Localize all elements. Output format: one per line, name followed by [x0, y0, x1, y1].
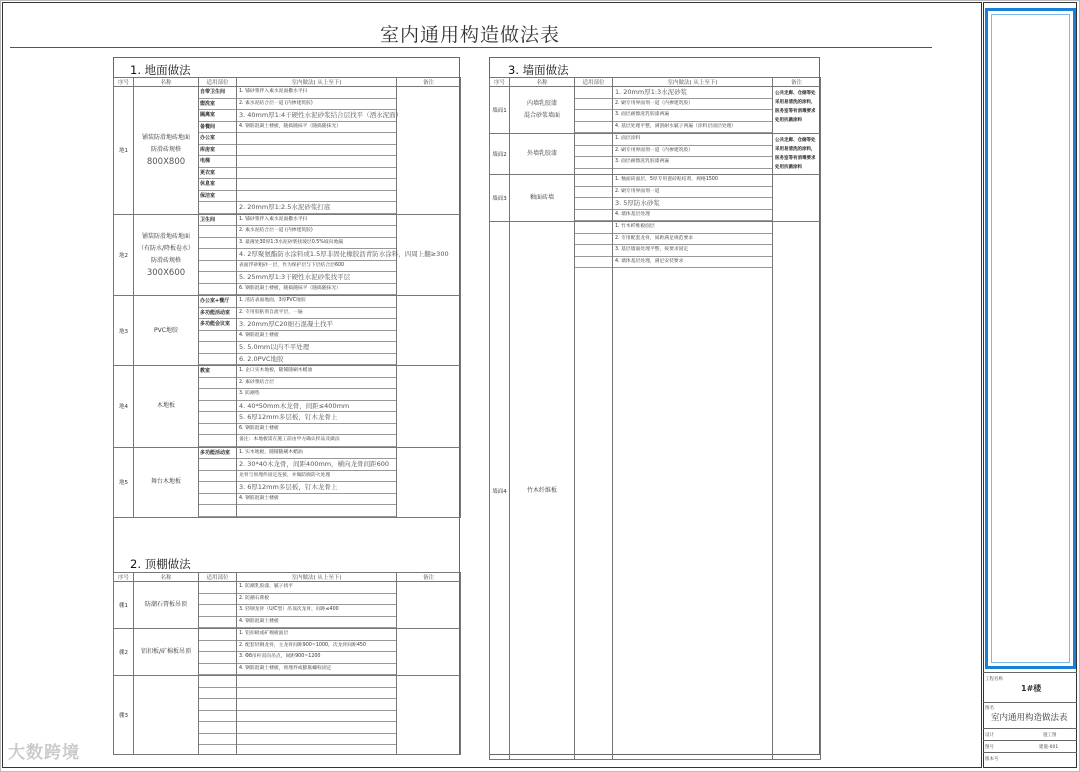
- header-area: 适用部位: [199, 78, 237, 87]
- method-step: [237, 734, 396, 746]
- method-list: [237, 296, 397, 366]
- item-name-line: 舞台木地板: [150, 478, 181, 485]
- area-label: 多功能活动室: [199, 308, 236, 320]
- item-name-line: 防滑砖规格: [150, 146, 181, 154]
- remark-cell: [397, 629, 461, 676]
- area-label: [199, 594, 236, 606]
- item-code: 地3: [114, 296, 134, 366]
- item-name-line: 防滑砖规格: [150, 256, 181, 264]
- remark-cell: [397, 366, 461, 448]
- drawing-number: 建施-001: [1039, 745, 1059, 750]
- method-step: 2. 专用胶粘剂自流平层，一遍: [237, 308, 396, 320]
- watermark: 大数跨境: [8, 743, 80, 763]
- header-area: 适用部位: [575, 78, 613, 87]
- area-label: 备餐间: [199, 122, 236, 134]
- table-row: [114, 629, 461, 676]
- item-name: [134, 676, 199, 755]
- item-name: [510, 175, 575, 222]
- floor-table-header: [114, 78, 461, 87]
- item-name-line: 内墙乳胶漆: [526, 100, 557, 107]
- method-step: 2. 专用配套龙骨，间距满足规范要求: [613, 234, 772, 246]
- item-name: [134, 582, 199, 629]
- method-step: 龙骨与预埋件固定连接，并做防腐防火处理: [237, 471, 396, 483]
- header-name: 名称: [134, 573, 199, 582]
- area-label: [199, 342, 236, 354]
- title-block-row-version: [983, 752, 1077, 767]
- label-project: 工程名称: [985, 677, 1003, 682]
- area-label: [199, 261, 236, 273]
- area-label: [575, 210, 612, 222]
- method-list: [237, 582, 397, 629]
- area-label: [575, 99, 612, 111]
- method-step: [237, 191, 396, 203]
- item-code: 棚1: [114, 582, 134, 629]
- method-step: 备注：本地板需在施工前由甲方确认样品及做法: [237, 435, 396, 447]
- wall-section-title: 3. 墙面做法: [508, 63, 569, 77]
- area-label: [199, 582, 236, 594]
- header-remark: 备注: [773, 78, 821, 87]
- method-step: 1. 企口实木地板，随铺随刷木蜡油: [237, 366, 396, 378]
- area-list: [199, 87, 237, 215]
- area-label: [575, 222, 612, 234]
- area-label: [199, 734, 236, 746]
- remark-cell: [397, 296, 461, 366]
- area-label: [199, 482, 236, 494]
- item-name-line: 铝扣板/矿棉板吊顶: [140, 648, 192, 655]
- item-name-line: 800X800: [146, 157, 186, 168]
- table-row: [114, 87, 461, 215]
- method-step: 3. 面层耐擦洗乳胶漆两遍: [613, 110, 772, 122]
- method-step: 1. 面层涂料: [613, 134, 772, 146]
- area-label: 休息室: [199, 179, 236, 191]
- remark-cell: [773, 175, 821, 222]
- area-label: [199, 412, 236, 424]
- item-name: [134, 87, 199, 215]
- area-label: [199, 424, 236, 436]
- area-label: 教室: [199, 366, 236, 378]
- method-step: 2. 素水泥结合层一道 (内掺建筑胶): [237, 226, 396, 238]
- remark-cell: [397, 582, 461, 629]
- table-row: [114, 214, 461, 296]
- method-list: [613, 175, 773, 222]
- area-label: [199, 272, 236, 284]
- label-design: 设计: [985, 733, 994, 738]
- item-name: [510, 222, 575, 760]
- method-step: 2. 刷专用界面剂一道（内掺建筑胶）: [613, 146, 772, 158]
- header-method: 室内做法( 从上至下): [237, 573, 397, 582]
- wall-table: [489, 77, 821, 760]
- table-row: [114, 676, 461, 755]
- title-block-row-block: [983, 672, 1077, 703]
- method-list: [237, 214, 449, 296]
- area-label: [199, 389, 236, 401]
- area-label: [199, 435, 236, 447]
- label-drawing-title: 图名: [985, 706, 994, 711]
- method-list: [237, 366, 397, 448]
- area-label: 隔离室: [199, 110, 236, 122]
- method-step: 4. 墙体基层处理，满足安装要求: [613, 257, 772, 269]
- area-label: [199, 688, 236, 700]
- area-label: 盥洗室: [199, 99, 236, 111]
- area-label: [199, 711, 236, 723]
- area-list: [199, 582, 237, 629]
- method-list: [237, 676, 397, 755]
- area-label: [199, 664, 236, 676]
- method-step: [237, 168, 396, 180]
- area-label: [575, 198, 612, 210]
- ceiling-section-title: 2. 顶棚做法: [130, 557, 191, 571]
- method-step: 3. 6厚12mm多层板，钉木龙骨上: [237, 482, 396, 494]
- method-step: 1. 铺砂浆拌入素水泥面撒水平扫: [237, 87, 396, 99]
- area-label: [199, 722, 236, 734]
- area-label: 库房室: [199, 145, 236, 157]
- remark-cell: [773, 222, 821, 760]
- header-method: 室内做法( 从上至下): [237, 78, 397, 87]
- table-row: [490, 175, 821, 222]
- method-step: [237, 179, 396, 191]
- method-step: [237, 711, 396, 723]
- item-name: [134, 366, 199, 448]
- item-name-line: 铺装防滑地砖地面: [141, 134, 190, 142]
- method-step: 4. 基层处理平整，满刮耐水腻子两遍（涂料层面层处理）: [613, 122, 772, 134]
- method-step: 4. 钢筋混凝土楼板，随捣随抹平（随捣随抹光）: [237, 122, 396, 134]
- area-label: [199, 471, 236, 483]
- method-step: 2. 素水泥结合层一道 (内掺建筑胶): [237, 99, 396, 111]
- item-name-line: 铺装防滑地砖地面: [141, 232, 190, 240]
- area-list: [575, 134, 613, 175]
- area-label: [199, 641, 236, 653]
- area-label: [199, 331, 236, 343]
- method-list: [613, 87, 773, 134]
- header-method: 室内做法( 从上至下): [613, 78, 773, 87]
- remark-cell: [397, 676, 461, 755]
- item-name: [134, 447, 199, 517]
- header-remark: 备注: [397, 573, 461, 582]
- area-label: [199, 494, 236, 506]
- method-list: [613, 222, 773, 760]
- header-no: 序号: [114, 573, 134, 582]
- area-label: [575, 234, 612, 246]
- item-code: 棚2: [114, 629, 134, 676]
- area-label: [199, 617, 236, 629]
- item-name-line: 釉面砖墙: [529, 194, 554, 201]
- method-step: 5. 6厚12mm多层板，钉木龙骨上: [237, 412, 396, 424]
- method-step: 3. 5厚防水砂浆: [613, 198, 772, 210]
- method-step: 表面浮砂粗砂一层，作为保护层与下层结合层600: [237, 261, 396, 273]
- area-label: [199, 629, 236, 641]
- item-code: 墙面3: [490, 175, 510, 222]
- viewport-inner-frame: [991, 14, 1070, 663]
- floor-table: [113, 77, 461, 518]
- stage: 施工图: [1043, 733, 1057, 738]
- method-step: 3. 防潮垫: [237, 389, 396, 401]
- ceiling-table: [113, 572, 461, 755]
- item-code: 地2: [114, 214, 134, 296]
- method-step: 2. 配套轻钢龙骨，主龙骨间距900~1000，次龙骨间距450: [237, 641, 396, 653]
- method-step: 3. 40mm厚1:4干硬性水泥砂浆结合层找平（洒水泥面）: [237, 110, 396, 122]
- method-step: [237, 156, 396, 168]
- method-list: [613, 134, 773, 175]
- method-step: [237, 699, 396, 711]
- area-label: 卫生间: [199, 215, 236, 227]
- item-name: [134, 296, 199, 366]
- label-drawing-no: 图号: [985, 745, 994, 750]
- area-list: [199, 447, 237, 517]
- item-name: [134, 629, 199, 676]
- area-list: [575, 175, 613, 222]
- method-step: [237, 505, 396, 517]
- item-code: 墙面2: [490, 134, 510, 175]
- item-code: 地1: [114, 87, 134, 215]
- item-name: [510, 87, 575, 134]
- area-label: [199, 249, 236, 261]
- item-name: [134, 214, 199, 296]
- block-name: 1#楼: [1021, 684, 1042, 693]
- area-list: [575, 87, 613, 134]
- area-label: 多功能会议室: [199, 319, 236, 331]
- title-underline: [10, 47, 932, 48]
- header-name: 名称: [134, 78, 199, 87]
- item-name: [510, 134, 575, 175]
- wall-table-header: [490, 78, 821, 87]
- area-label: [199, 401, 236, 413]
- table-row: [114, 366, 461, 448]
- method-step: 6. 2.0PVC地胶: [237, 354, 396, 366]
- method-step: 2. 30*40木龙骨，间距400mm，横向龙骨间距600: [237, 459, 396, 471]
- item-name-line: PVC地胶: [154, 326, 178, 334]
- method-step: [237, 145, 396, 157]
- remark-cell: [397, 447, 461, 517]
- remark-note: 公共走廊、仓储等处采用易清洗的涂料，医务室等有消毒要求处用抗菌涂料: [775, 138, 816, 170]
- method-step: 6. 钢筋混凝土楼板，随捣随抹平（随捣随抹光）: [237, 284, 396, 296]
- area-label: [199, 354, 236, 366]
- label-version: 版本号: [985, 757, 999, 762]
- method-step: 1. 防潮乳胶漆，腻子找平: [237, 582, 396, 594]
- area-label: 保洁室: [199, 191, 236, 203]
- item-name-line: （有防水/降板卷水）: [137, 244, 195, 252]
- item-name-line: 防潮石膏板吊顶: [144, 601, 187, 608]
- header-no: 序号: [114, 78, 134, 87]
- method-step: 3. 最薄处30厚1:3水泥砂浆找坡层0.5%坡向地漏: [237, 238, 396, 250]
- method-step: 4. 2厚聚氨酯防水涂料或1.5厚非固化橡胶沥青防水涂料，四周上翻≥300: [237, 249, 396, 261]
- area-label: [199, 505, 236, 517]
- table-row: [490, 87, 821, 134]
- method-step: 4. 钢筋混凝土楼板: [237, 494, 396, 506]
- method-step: 2. 20mm厚1:2.5水泥砂浆打底: [237, 202, 396, 214]
- remark-cell: [397, 87, 461, 215]
- method-step: [237, 722, 396, 734]
- table-row: [114, 296, 461, 366]
- item-code: 墙面1: [490, 87, 510, 134]
- area-label: 电梯: [199, 156, 236, 168]
- remark-note: 公共走廊、仓储等处采用易清洗的涂料，医务室等有消毒要求处用抗菌涂料: [775, 91, 816, 123]
- title-block-row-title: [983, 702, 1077, 729]
- table-row: [490, 222, 821, 760]
- ceiling-table-header: [114, 573, 461, 582]
- area-label: 多功能活动室: [199, 448, 236, 460]
- header-area: 适用部位: [199, 573, 237, 582]
- area-label: [575, 122, 612, 134]
- method-step: 1. 清洁表面地面，3厚PVC地胶: [237, 296, 396, 308]
- header-name: 名称: [510, 78, 575, 87]
- area-label: [199, 284, 236, 296]
- method-step: 3. 轻钢龙骨（U/C型）吊顶次龙骨，间距≤400: [237, 605, 396, 617]
- table-row: [114, 447, 461, 517]
- method-list: [237, 629, 397, 676]
- drawing-title: 室内通用构造做法表: [991, 713, 1068, 723]
- header-remark: 备注: [397, 78, 461, 87]
- area-list: [199, 676, 237, 755]
- method-step: 4. 墙体基层处理: [613, 210, 772, 222]
- method-step: 1. 釉面砖面层，5厚专用瓷砖粘结剂，规格1500: [613, 175, 772, 187]
- area-label: 办公室: [199, 133, 236, 145]
- area-label: [199, 238, 236, 250]
- method-step: 4. 钢筋混凝土楼板: [237, 331, 396, 343]
- area-label: [199, 605, 236, 617]
- method-step: 6. 钢筋混凝土楼板: [237, 424, 396, 436]
- method-step: 3. Φ8吊杆双向吊点，间距900~1200: [237, 652, 396, 664]
- method-step: 2. 刷专用界面剂一道: [613, 187, 772, 199]
- method-step: [237, 133, 396, 145]
- method-step: 3. 20mm厚C20细石混凝土找平: [237, 319, 396, 331]
- area-label: [199, 676, 236, 688]
- method-step: 2. 防潮石膏板: [237, 594, 396, 606]
- item-name-line: 竹木纤维板: [526, 486, 557, 494]
- method-step: 4. 钢筋混凝土楼板，预埋件或膨胀螺栓固定: [237, 664, 396, 676]
- area-label: [575, 175, 612, 187]
- area-label: [575, 134, 612, 146]
- area-list: [199, 214, 237, 296]
- item-name-line: 300X600: [146, 267, 186, 278]
- method-step: 3. 基层墙面处理平整，按要求固定: [613, 245, 772, 257]
- method-step: 4. 40*50mm木龙骨，间距≤400mm: [237, 401, 396, 413]
- method-step: 2. 刷专用界面剂一道（内掺建筑胶）: [613, 99, 772, 111]
- method-step: [237, 676, 396, 688]
- area-label: [575, 245, 612, 257]
- item-code: 棚3: [114, 676, 134, 755]
- floor-section-title: 1. 地面做法: [130, 63, 191, 77]
- method-step: 5. 25mm厚1:3干硬性水泥砂浆找平层: [237, 272, 396, 284]
- area-label: [575, 110, 612, 122]
- area-label: [575, 187, 612, 199]
- sheet-title: 室内通用构造做法表: [379, 24, 560, 46]
- area-label: 自带卫生间: [199, 87, 236, 99]
- item-code: 地5: [114, 447, 134, 517]
- method-step: 1. 竹木纤维板面层: [613, 222, 772, 234]
- area-label: [199, 378, 236, 390]
- item-code: 地4: [114, 366, 134, 448]
- method-step: 1. 铝扣板或矿棉板面层: [237, 629, 396, 641]
- header-no: 序号: [490, 78, 510, 87]
- area-list: [199, 629, 237, 676]
- area-label: [575, 157, 612, 169]
- method-step: 3. 面层耐擦洗乳胶漆两遍: [613, 157, 772, 169]
- method-step: 1. 实木地板，随铺随刷木蜡油: [237, 448, 396, 460]
- area-label: [199, 202, 236, 214]
- table-row: [490, 134, 821, 175]
- area-label: [575, 87, 612, 99]
- item-name-line: 木地板: [156, 402, 175, 410]
- area-label: [199, 652, 236, 664]
- table-row: [114, 582, 461, 629]
- item-name-line: 外墙乳胶漆: [526, 150, 557, 157]
- area-list: [575, 222, 613, 760]
- method-step: 4. 钢筋混凝土楼板: [237, 617, 396, 629]
- area-list: [199, 296, 237, 366]
- area-label: [199, 699, 236, 711]
- method-step: [237, 688, 396, 700]
- area-label: [199, 459, 236, 471]
- area-label: 办公室+餐厅: [199, 296, 236, 308]
- remark-cell: [773, 134, 821, 175]
- remark-cell: [773, 87, 821, 134]
- method-list: [237, 87, 403, 215]
- method-step: 1. 铺砂浆拌入素水泥面撒水平扫: [237, 215, 396, 227]
- method-list: [237, 447, 397, 517]
- area-label: [575, 146, 612, 158]
- method-step: 5. 5.0mm以内不平处理: [237, 342, 396, 354]
- area-label: 更衣室: [199, 168, 236, 180]
- item-name-line: 混合砂浆墙面: [523, 112, 560, 119]
- area-label: [199, 226, 236, 238]
- method-step: 2. 素砂浆结合层: [237, 378, 396, 390]
- area-list: [199, 366, 237, 448]
- method-step: 1. 20mm厚1:3水泥砂浆: [613, 87, 772, 99]
- item-code: 墙面4: [490, 222, 510, 760]
- area-label: [575, 257, 612, 269]
